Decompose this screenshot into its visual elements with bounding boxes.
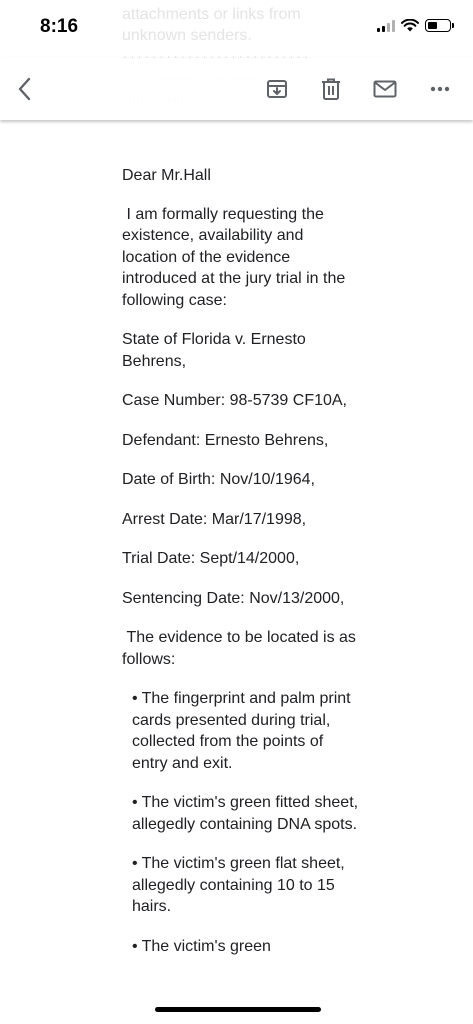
evidence-list-item — [122, 688, 362, 774]
status-bar — [0, 0, 473, 58]
mail-icon — [373, 80, 397, 98]
defendant: Defendant: Ernesto Behrens, — [122, 431, 329, 449]
evidence-item-text: The fingerprint and palm print cards presented during trial, collected from the points of entry and exit. — [132, 690, 360, 772]
evidence-item-text: The victim's green — [141, 937, 271, 955]
case-name: State of Florida v. Ernesto Behrens, — [122, 331, 311, 370]
battery-icon — [425, 19, 451, 32]
evidence-list-item — [122, 936, 362, 958]
evidence-list-item — [122, 853, 362, 918]
greeting: Dear Mr.Hall — [122, 167, 211, 184]
archive-button[interactable] — [262, 74, 292, 104]
home-indicator[interactable] — [155, 1007, 321, 1012]
status-icons — [377, 19, 451, 32]
behind-text-line: unknown senders. — [122, 27, 252, 44]
more-button[interactable] — [425, 74, 455, 104]
trial-date: Trial Date: Sept/14/2000, — [122, 550, 300, 567]
status-time: 8:16 — [40, 16, 79, 37]
wifi-icon — [401, 19, 419, 32]
evidence-list-item — [122, 792, 362, 835]
message-body — [122, 165, 362, 975]
arrest-date: Arrest Date: Mar/17/1998, — [122, 510, 307, 528]
mark-unread-button[interactable] — [370, 74, 400, 104]
archive-icon — [266, 78, 288, 100]
evidence-item-text: The victim's green fitted sheet, allegedly containing DNA spots. — [132, 794, 363, 833]
request-paragraph: I am formally requesting the existence, availability and location of the evidence introduced at the jury trial in the following case: — [122, 205, 350, 309]
back-button[interactable] — [10, 74, 40, 104]
chevron-left-icon — [17, 77, 33, 101]
behind-text-line: attachments or links from — [122, 6, 301, 23]
evidence-item-text: The victim's green flat sheet, allegedly containing 10 to 15 hairs. — [132, 855, 350, 915]
case-number: Case Number: 98-5739 CF10A, — [122, 392, 347, 409]
bullet-dot: • — [132, 937, 138, 955]
trash-icon — [321, 78, 341, 100]
message-toolbar — [0, 58, 473, 120]
bullet-dot: • — [132, 690, 138, 707]
bullet-dot: • — [132, 794, 138, 811]
more-horizontal-icon — [430, 86, 450, 92]
bullet-dot: • — [132, 855, 138, 872]
sentencing-date: Sentencing Date: Nov/13/2000, — [122, 589, 345, 607]
delete-button[interactable] — [316, 74, 346, 104]
evidence-intro: The evidence to be located is as follows: — [122, 629, 361, 668]
date-of-birth: Date of Birth: Nov/10/1964, — [122, 471, 315, 488]
cellular-signal-icon — [377, 20, 395, 32]
